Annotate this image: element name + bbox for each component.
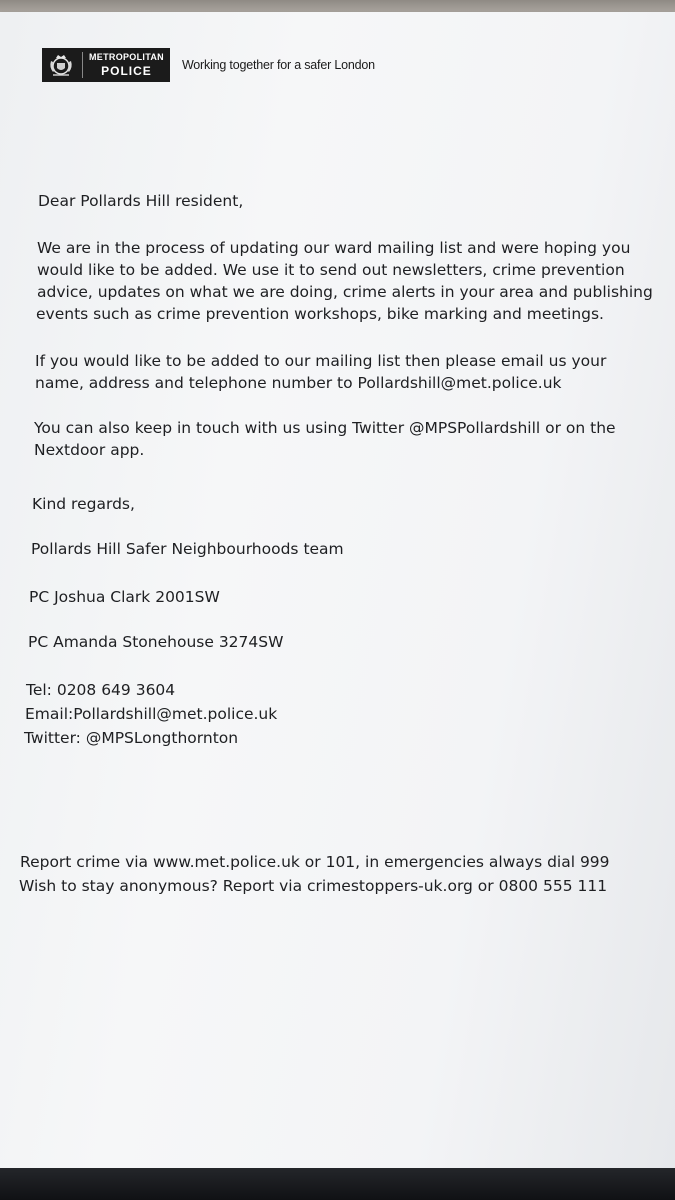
officer-1: PC Joshua Clark 2001SW bbox=[29, 588, 220, 606]
letter-sheet bbox=[0, 12, 675, 1172]
contact-twitter: Twitter: @MPSLongthornton bbox=[24, 729, 239, 747]
met-police-logo bbox=[42, 48, 170, 82]
crest-icon bbox=[46, 50, 76, 80]
paragraph-1-line-2: would like to be added. We use it to send out newsletters, crime prevention bbox=[37, 261, 625, 279]
contact-tel: Tel: 0208 649 3604 bbox=[26, 681, 176, 699]
letterhead bbox=[42, 48, 375, 82]
paragraph-1-line-1: We are in the process of updating our ward mailing list and were hoping you bbox=[37, 239, 631, 257]
paragraph-3-line-2: Nextdoor app. bbox=[34, 441, 145, 459]
logo-wordmark bbox=[89, 53, 164, 77]
team-name: Pollards Hill Safer Neighbourhoods team bbox=[31, 540, 344, 558]
officer-2: PC Amanda Stonehouse 3274SW bbox=[28, 633, 284, 651]
footer-line-1: Report crime via www.met.police.uk or 101, in emergencies always dial 999 bbox=[20, 853, 610, 871]
closing: Kind regards, bbox=[32, 495, 135, 513]
paragraph-1-line-3: advice, updates on what we are doing, crime alerts in your area and publishing bbox=[37, 283, 653, 301]
logo-line-police: POLICE bbox=[101, 64, 152, 78]
paragraph-2-line-2: name, address and telephone number to Pollardshill@met.police.uk bbox=[35, 374, 562, 392]
logo-divider bbox=[82, 52, 83, 78]
paragraph-1-line-4: events such as crime prevention workshops, bike marking and meetings. bbox=[36, 305, 604, 323]
logo-line-metropolitan: METROPOLITAN bbox=[89, 52, 164, 62]
contact-email: Email:Pollardshill@met.police.uk bbox=[25, 705, 278, 723]
desk-background-bottom bbox=[0, 1168, 675, 1200]
footer-line-2: Wish to stay anonymous? Report via crimestoppers-uk.org or 0800 555 111 bbox=[19, 877, 608, 895]
tagline: Working together for a safer London bbox=[181, 58, 375, 72]
paragraph-2-line-1: If you would like to be added to our mailing list then please email us your bbox=[35, 352, 607, 370]
paragraph-3-line-1: You can also keep in touch with us using Twitter @MPSPollardshill or on the bbox=[34, 419, 616, 437]
salutation: Dear Pollards Hill resident, bbox=[38, 192, 244, 210]
